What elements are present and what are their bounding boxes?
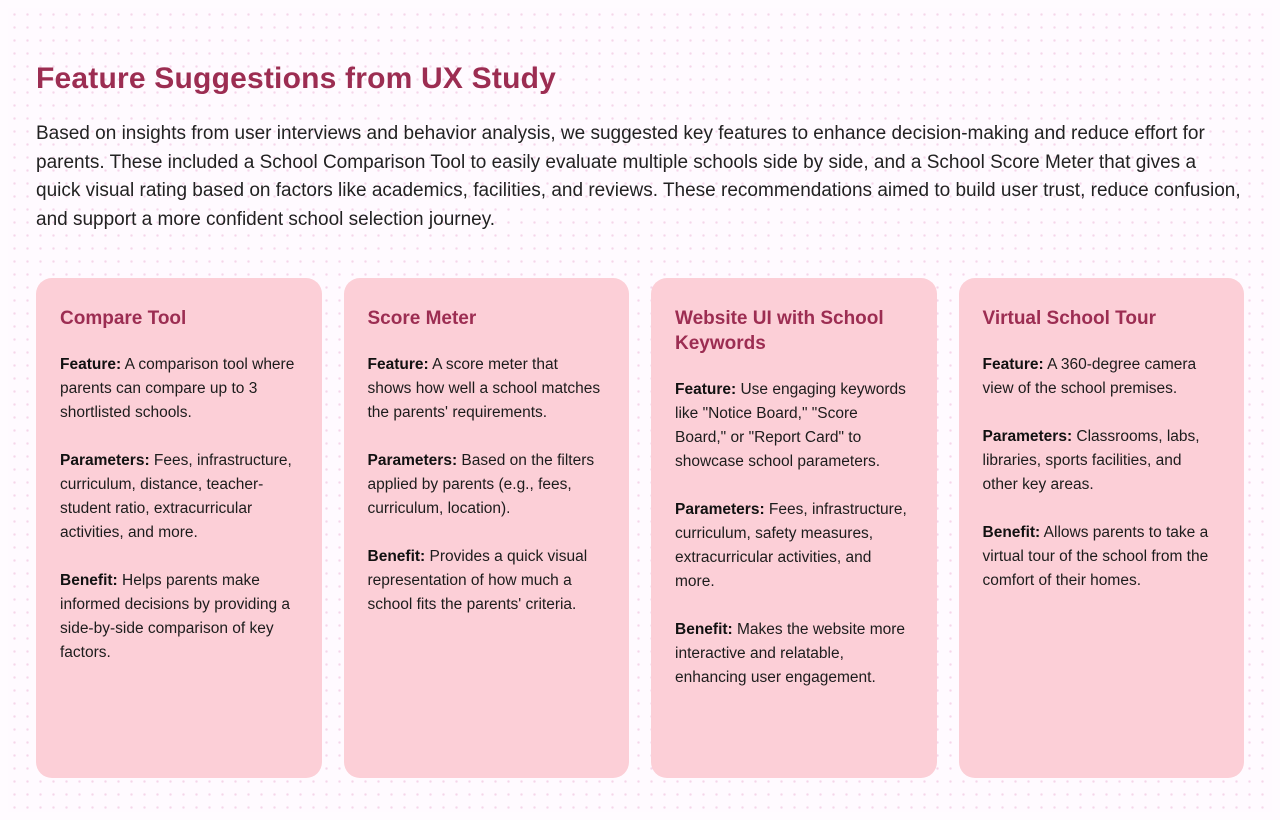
card-section-feature [675,378,913,474]
section-text: A 360-degree camera view of the school premises. [982,356,1197,397]
section-label: Feature: [982,356,1044,373]
section-label: Feature: [60,356,122,373]
page-title: Feature Suggestions from UX Study [36,62,556,95]
card-title: Compare Tool [60,308,187,329]
section-label: Benefit: [675,621,733,638]
section-text: Helps parents make informed decisions by providing a side-by-side comparison of key factors. [60,572,291,661]
card-section-benefit [675,618,913,690]
section-text: Allows parents to take a virtual tour of the school from the comfort of their homes. [982,524,1209,589]
section-label: Feature: [367,356,429,373]
section-text: Fees, infrastructure, curriculum, safety measures, extracurricular activities, and more. [675,501,907,590]
section-text: Based on the filters applied by parents (e.g., fees, curriculum, location). [367,452,595,517]
card-section-parameters [675,498,913,594]
card-section-benefit [983,521,1221,593]
section-label: Benefit: [367,548,426,565]
card-section-benefit [368,545,606,617]
card-title: Website UI with School Keywords [675,308,884,354]
section-text: Classrooms, labs, libraries, sports facilities, and other key areas. [982,428,1200,493]
section-text: A comparison tool where parents can compare up to 3 shortlisted schools. [60,356,295,421]
card-score-meter [344,278,630,778]
feature-cards-row [36,278,1244,778]
card-website-ui-keywords [651,278,937,778]
section-label: Benefit: [982,524,1041,541]
section-label: Parameters: [60,452,150,469]
card-title: Virtual School Tour [982,308,1156,329]
card-title: Score Meter [367,308,477,329]
card-section-feature [368,353,606,425]
card-section-feature [60,353,298,425]
card-section-parameters [60,449,298,545]
card-section-parameters [368,449,606,521]
section-label: Feature: [675,381,737,398]
section-label: Parameters: [982,428,1073,445]
section-label: Benefit: [60,572,118,589]
card-section-benefit [60,569,298,665]
intro-text: Based on insights from user interviews and behavior analysis, we suggested key features to enhance decision-making and reduce effort for parents. These included a School Comparison Tool to easily evaluate multiple schools side by side, and a School Score Meter that gives a quick visual rating based on factors like academics, facilities, and reviews. These recommendations aimed to build user trust, reduce confusion, and support a more confident school selection journey. [36,123,1241,230]
section-label: Parameters: [367,452,458,469]
card-section-parameters [983,425,1221,497]
section-text: Makes the website more interactive and relatable, enhancing user engagement. [675,621,906,686]
section-label: Parameters: [675,501,765,518]
section-text: Use engaging keywords like "Notice Board," "Score Board," or "Report Card" to showcase school parameters. [675,381,906,470]
card-compare-tool [36,278,322,778]
section-text: Provides a quick visual representation of how much a school fits the parents' criteria. [367,548,588,613]
card-virtual-school-tour [959,278,1245,778]
section-text: Fees, infrastructure, curriculum, distance, teacher-student ratio, extracurricular activities, and more. [60,452,292,541]
card-section-feature [983,353,1221,401]
section-text: A score meter that shows how well a school matches the parents' requirements. [367,356,601,421]
